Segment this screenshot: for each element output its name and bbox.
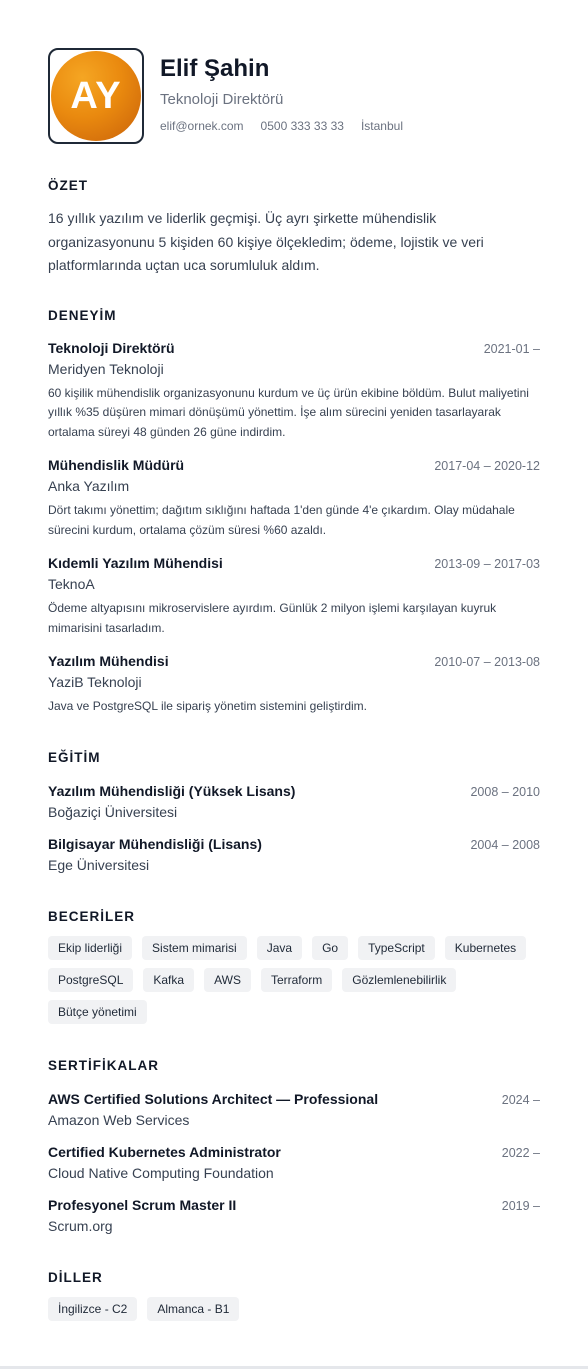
education-degree: Bilgisayar Mühendisliği (Lisans) — [48, 835, 262, 852]
experience-title: Teknoloji Direktörü — [48, 339, 175, 356]
skill-chip: Gözlemlenebilirlik — [342, 968, 456, 992]
certification-title: Profesyonel Scrum Master II — [48, 1196, 237, 1213]
experience-description: 60 kişilik mühendislik organizasyonunu kurdum ve üç ürün ekibine böldüm. Bulut maliyetini yıllık %35 düşüren mimari dönüşümü yönettim. İşe alım sürecini yeniden tasarlayarak ortalama süreyi 48 günden 26 güne indirdim. — [48, 385, 529, 439]
certification-item — [48, 1089, 540, 1130]
skills-list — [48, 936, 540, 1024]
skill-chip: Sistem mimarisi — [142, 936, 247, 960]
skill-chip: Kafka — [143, 968, 194, 992]
certification-issuer: Cloud Native Computing Foundation — [48, 1164, 274, 1181]
certification-title: AWS Certified Solutions Architect — Professional — [48, 1090, 379, 1107]
experience-title: Yazılım Mühendisi — [48, 653, 169, 669]
education-section — [48, 749, 540, 875]
experience-description: Java ve PostgreSQL ile sipariş yönetim sistemini geliştirdim. — [48, 699, 368, 713]
certification-issuer: Amazon Web Services — [48, 1111, 190, 1128]
experience-heading: DENEYİM — [48, 307, 117, 323]
experience-item — [48, 338, 540, 443]
avatar — [51, 51, 141, 141]
experience-company: YaziB Teknoloji — [48, 674, 142, 690]
header-text — [160, 48, 403, 134]
experience-company: TeknoA — [48, 576, 95, 592]
experience-date: 2017-04 – 2020-12 — [434, 459, 540, 473]
summary-heading: ÖZET — [48, 178, 88, 193]
skill-chip: PostgreSQL — [48, 968, 133, 992]
languages-list — [48, 1297, 540, 1321]
certification-date: 2019 – — [501, 1198, 540, 1213]
certification-issuer: Scrum.org — [48, 1217, 113, 1234]
experience-item — [48, 455, 540, 540]
languages-section — [48, 1269, 540, 1321]
certification-title: Certified Kubernetes Administrator — [48, 1143, 281, 1160]
experience-item — [48, 553, 540, 638]
experience-title: Mühendislik Müdürü — [48, 457, 185, 473]
education-school: Boğaziçi Üniversitesi — [48, 803, 178, 820]
education-date: 2004 – 2008 — [470, 837, 540, 852]
education-item — [48, 781, 540, 822]
education-heading: EĞİTİM — [48, 749, 101, 765]
resume-page — [48, 48, 540, 1321]
contact-line — [160, 118, 403, 134]
experience-description: Dört takımı yönettim; dağıtım sıklığını haftada 1'den günde 4'e çıkardım. Olay müdahale sürecini kurdum, ortalama çözüm süresi %60 azaldı. — [48, 503, 515, 537]
experience-date: 2021-01 – — [483, 341, 540, 356]
certifications-section — [48, 1057, 540, 1236]
skills-heading: BECERİLER — [48, 908, 136, 924]
avatar-initials: AY — [70, 74, 122, 117]
education-school: Ege Üniversitesi — [48, 856, 150, 873]
experience-section — [48, 307, 540, 717]
experience-company: Anka Yazılım — [48, 478, 130, 494]
certification-item — [48, 1195, 540, 1236]
skill-chip: TypeScript — [358, 936, 435, 960]
contact-phone[interactable]: 0500 333 33 33 — [260, 119, 344, 133]
education-degree: Yazılım Mühendisliği (Yüksek Lisans) — [48, 782, 296, 799]
skill-chip: Ekip liderliği — [48, 936, 132, 960]
skill-chip: AWS — [204, 968, 251, 992]
education-date: 2008 – 2010 — [470, 784, 540, 799]
summary-text: 16 yıllık yazılım ve liderlik geçmişi. Üç ayrı şirkette mühendislik organizasyonunu 5 kişiden 60 kişiye ölçekledim; ödeme, lojistik ve veri platformlarında uçtan uca sorumluluk aldım. — [48, 210, 484, 273]
resume-header — [48, 48, 540, 144]
certification-date: 2024 – — [501, 1092, 540, 1107]
certification-date: 2022 – — [501, 1145, 540, 1160]
skill-chip: Go — [312, 936, 348, 960]
language-chip: Almanca - B1 — [147, 1297, 239, 1321]
experience-date: 2013-09 – 2017-03 — [434, 557, 540, 571]
contact-location: İstanbul — [360, 119, 403, 133]
experience-description: Ödeme altyapısını mikroservislere ayırdım. Günlük 2 milyon işlemi karşılayan kuyruk mimarisini tasarladım. — [48, 601, 497, 635]
skill-chip: Terraform — [261, 968, 332, 992]
skill-chip: Java — [257, 936, 302, 960]
experience-date: 2010-07 – 2013-08 — [434, 655, 540, 669]
experience-item — [48, 651, 540, 717]
language-chip: İngilizce - C2 — [48, 1297, 137, 1321]
summary-section — [48, 177, 540, 278]
languages-heading: DİLLER — [48, 1269, 103, 1285]
education-item — [48, 834, 540, 875]
avatar-frame — [48, 48, 144, 144]
person-name: Elif Şahin — [160, 55, 270, 82]
skills-section — [48, 908, 540, 1024]
certifications-heading: SERTİFİKALAR — [48, 1057, 159, 1073]
person-title: Teknoloji Direktörü — [160, 91, 284, 108]
skill-chip: Kubernetes — [445, 936, 526, 960]
experience-title: Kıdemli Yazılım Mühendisi — [48, 555, 223, 571]
experience-company: Meridyen Teknoloji — [48, 360, 164, 377]
certification-item — [48, 1142, 540, 1183]
contact-email[interactable]: elif@ornek.com — [160, 119, 244, 133]
skill-chip: Bütçe yönetimi — [48, 1000, 147, 1024]
